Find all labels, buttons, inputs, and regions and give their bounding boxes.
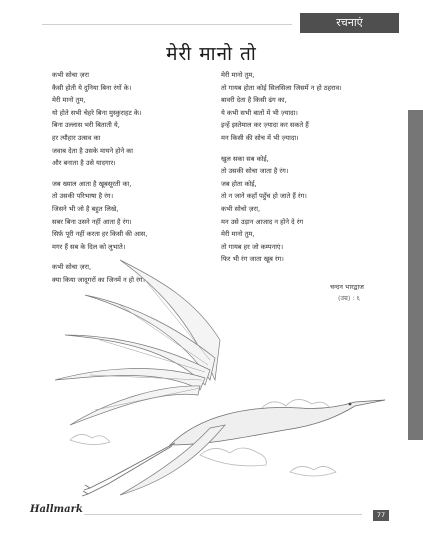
poem-line: कभी सोचा ज़रा, — [52, 263, 92, 272]
page-number: 77 — [373, 510, 389, 521]
header-rule — [42, 24, 292, 25]
poem-line: तो उसकी सोचा जाता है रंग। — [221, 167, 289, 176]
poem-line: खुल सका सब कोई, — [221, 154, 269, 163]
poem-line: मन उसे उड़ान आजाद न होने दे रंग — [221, 217, 304, 226]
poem-line: जब ख्याल आता है खूबसूरती का, — [52, 179, 132, 188]
poem-line: यो होते सभी चेहरे बिना मुस्कुराहट के। — [52, 108, 142, 117]
poem-line: बावरी देता है किसी ढंग का, — [221, 96, 287, 105]
poem-line: ये कभी सभी बातों में भी ज़्यादा। — [221, 108, 298, 117]
poem-line: मन किसी की सोच में भी ज़्यादा। — [221, 133, 299, 142]
poem-line: तो गायब होता कोई सिलसिला जिसमें न हो ठहराव। — [221, 83, 342, 92]
side-color-tab — [408, 110, 423, 440]
poem-line: इन्हें इस्तेमाल कर ज़्यादा कर सकते हैं — [221, 121, 309, 130]
poem-line: बिना उल्लास भरी बिताती ये, — [52, 121, 120, 130]
poem-line: मगर हैं सब के दिल को लुभाते। — [52, 242, 126, 251]
poem-line: फिर भी रंग जाता खूब रंग। — [221, 255, 284, 264]
footer-rule — [84, 514, 362, 515]
poem-line: मेरी मानो तुम, — [221, 230, 255, 239]
author-detail: (उम्र) : ६ — [338, 294, 360, 302]
poem-line: कभी सोचो ज़रा, — [221, 204, 261, 213]
author-credit — [330, 282, 410, 304]
poem-line: और बनाता है उसे यादगार। — [52, 159, 116, 168]
poem-line: जवाब देता है उसके मायने होने का — [52, 146, 133, 155]
author-name: चन्दन भारद्वाज — [330, 283, 364, 291]
flying-bird-illustration — [50, 240, 395, 505]
poem-line: तो गायब हर जो कम्पनाएं। — [221, 242, 284, 251]
poem-line: सिर्फ़ पूरी नहीं करता हर किसी की आस, — [52, 230, 148, 239]
poem-line: क्या किया जादूगरों का जिनमें न हो रंग। — [52, 275, 146, 284]
poem-line: कभी सोचा ज़रा — [52, 71, 89, 79]
poem-line: जब होता कोई, — [221, 179, 257, 188]
poem-line: सबर बिना उसने नहीं आता है रंग। — [52, 217, 132, 226]
poem-line: मेरी मानो तुम, — [52, 96, 86, 105]
poem-line: तो उसकी परिभाषा है रंग। — [52, 192, 114, 201]
poem-right-column — [221, 69, 406, 266]
section-label: रचनाएं — [300, 13, 399, 33]
poem-line: हर त्यौहार उत्सव का — [52, 133, 101, 142]
poem-line: कैसी होती ये दुनिया बिना रंगों के। — [52, 83, 132, 92]
brand-logo: Hallmark — [30, 504, 83, 515]
poem-line: तो न जाने कहाँ पहुँच हो जाते हैं रंग। — [221, 192, 307, 201]
poem-line: जिसने भी जो है बहुत लिखे, — [52, 204, 119, 213]
poem-title: मेरी मानो तो — [166, 43, 257, 65]
poem-line: मेरी मानो तुम, — [221, 71, 255, 79]
